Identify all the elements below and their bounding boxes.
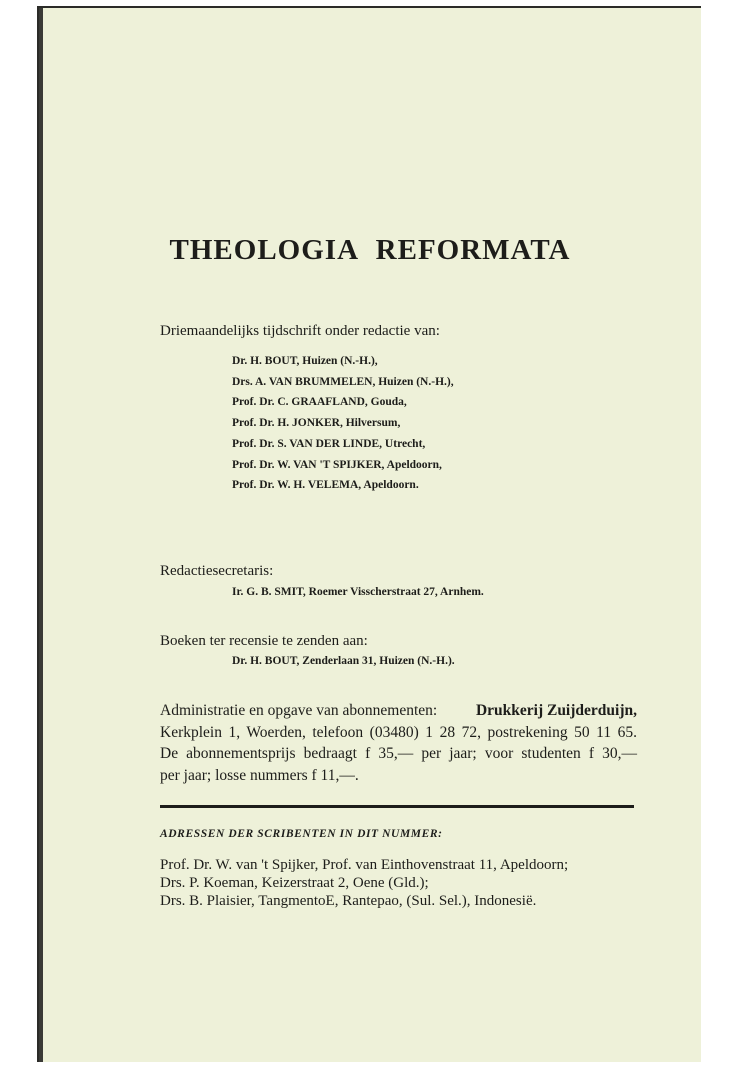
contributor-address: Drs. P. Koeman, Keizerstraat 2, Oene (Gld.); xyxy=(160,875,429,891)
editor-item: Prof. Dr. W. H. VELEMA, Apeldoorn. xyxy=(232,479,419,492)
section-divider xyxy=(160,805,634,808)
editor-list xyxy=(232,351,454,496)
reviews-label: Boeken ter recensie te zenden aan: xyxy=(160,633,368,649)
secretary-address: Ir. G. B. SMIT, Roemer Visscherstraat 27, Arnhem. xyxy=(232,586,484,598)
editor-item: Prof. Dr. C. GRAAFLAND, Gouda, xyxy=(232,396,407,409)
editorial-intro: Driemaandelijks tijdschrift onder redactie van: xyxy=(160,323,440,339)
administration-block xyxy=(160,700,637,786)
contributor-address: Prof. Dr. W. van 't Spijker, Prof. van Einthovenstraat 11, Apeldoorn; xyxy=(160,857,569,873)
secretary-label: Redactiesecretaris: xyxy=(160,563,274,579)
journal-page xyxy=(37,6,701,1062)
editor-item: Prof. Dr. H. JONKER, Hilversum, xyxy=(232,417,401,430)
editor-item: Prof. Dr. S. VAN DER LINDE, Utrecht, xyxy=(232,437,426,450)
administration-line-4: per jaar; losse nummers f 11,—. xyxy=(160,766,359,784)
reviews-address: Dr. H. BOUT, Zenderlaan 31, Huizen (N.-H.). xyxy=(232,655,455,667)
administration-lead: Administratie en opgave van abonnementen: xyxy=(160,702,438,719)
editor-item: Drs. A. VAN BRUMMELEN, Huizen (N.-H.), xyxy=(232,375,454,388)
administration-line-3: De abonnementsprijs bedraagt f 35,— per jaar; voor studenten f 30,— xyxy=(160,745,637,762)
journal-title: THEOLOGIA REFORMATA xyxy=(169,234,571,266)
contributor-address: Drs. B. Plaisier, TangmentoE, Rantepao, (Sul. Sel.), Indonesië. xyxy=(160,893,537,909)
administration-line-2: Kerkplein 1, Woerden, telefoon (03480) 1 28 72, postrekening 50 11 65. xyxy=(160,723,637,741)
contributors-heading: ADRESSEN DER SCRIBENTEN IN DIT NUMMER: xyxy=(160,828,443,840)
contributor-list xyxy=(160,856,650,910)
publisher-name: Drukkerij Zuijderduijn, xyxy=(475,702,637,719)
editor-item: Prof. Dr. W. VAN 'T SPIJKER, Apeldoorn, xyxy=(232,458,442,471)
editor-item: Dr. H. BOUT, Huizen (N.-H.), xyxy=(232,355,378,367)
